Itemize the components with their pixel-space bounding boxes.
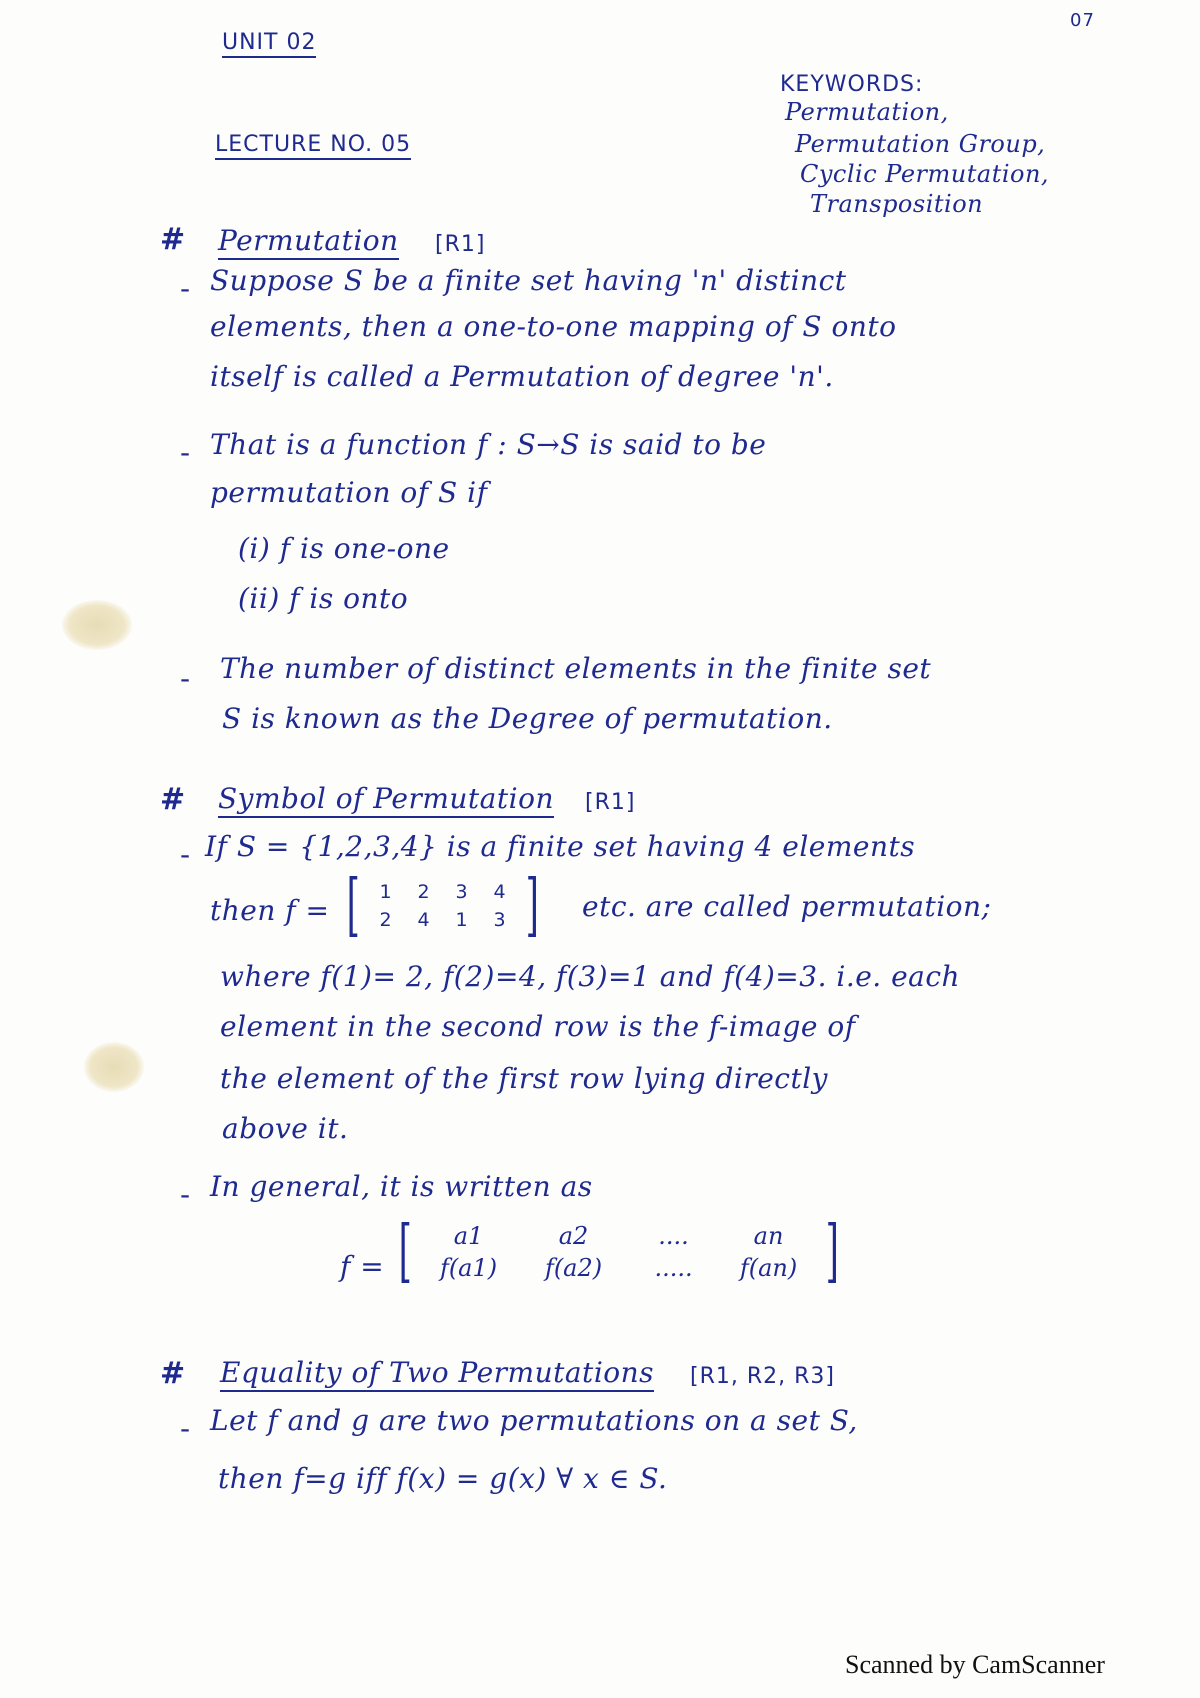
matrix-top-row [367, 881, 519, 903]
text-line: itself is called a Permutation of degree 'n'. [210, 360, 834, 393]
keyword-2: Permutation Group, [795, 130, 1046, 158]
matrix-cell: 4 [493, 881, 506, 903]
matrix-cell: 2 [417, 881, 430, 903]
dash-bullet: - [180, 272, 191, 305]
left-bracket: [ [398, 1212, 412, 1291]
matrix-top-row [419, 1222, 819, 1250]
text-then-f: then f = [210, 894, 330, 927]
right-bracket: ] [525, 866, 539, 945]
page-number: 07 [1070, 10, 1095, 31]
matrix-bottom-row [419, 1254, 819, 1282]
text-line: etc. are called permutation; [582, 890, 992, 923]
keywords-label: KEYWORDS: [780, 72, 924, 97]
paper-stain-top [62, 600, 132, 650]
dash-bullet: - [180, 1178, 191, 1211]
condition-onto: (ii) f is onto [238, 582, 409, 615]
section-title-symbol: Symbol of Permutation [218, 782, 554, 818]
text-f-equals: f = [340, 1250, 385, 1283]
text-line: Suppose S be a finite set having 'n' distinct [210, 264, 847, 297]
matrix-cell: a1 [453, 1222, 484, 1250]
matrix-cell: 1 [379, 881, 392, 903]
matrix-cell: 2 [379, 909, 392, 931]
general-permutation-matrix [392, 1212, 845, 1291]
left-bracket: [ [346, 866, 360, 945]
matrix-cell: ..... [654, 1254, 693, 1282]
unit-label: UNIT 02 [222, 30, 316, 58]
dash-bullet: - [180, 662, 191, 695]
matrix-cell: an [753, 1222, 784, 1250]
matrix-cell: f(a1) [439, 1254, 498, 1282]
text-line: then f=g iff f(x) = g(x) ∀ x ∈ S. [218, 1462, 668, 1495]
text-line: element in the second row is the f-image of [220, 1010, 856, 1043]
text-line: The number of distinct elements in the finite set [220, 652, 932, 685]
matrix-cell: 3 [455, 881, 468, 903]
text-line: S is known as the Degree of permutation. [222, 702, 833, 735]
matrix-cell: .... [658, 1222, 689, 1250]
scanner-watermark: Scanned by CamScanner [845, 1650, 1105, 1679]
paper-stain-bottom [84, 1042, 144, 1092]
condition-one-one: (i) f is one-one [238, 532, 450, 565]
section-hash: # [160, 782, 186, 817]
dash-bullet: - [180, 1412, 191, 1445]
matrix-cell: a2 [558, 1222, 589, 1250]
matrix-bottom-row [367, 909, 519, 931]
matrix-cell: f(a2) [544, 1254, 603, 1282]
section-hash: # [160, 1356, 186, 1391]
text-line: In general, it is written as [210, 1170, 593, 1203]
dash-bullet: - [180, 838, 191, 871]
text-line: elements, then a one-to-one mapping of S onto [210, 310, 897, 343]
right-bracket: ] [825, 1212, 839, 1291]
section-title-equality: Equality of Two Permutations [220, 1356, 654, 1392]
section-ref: [R1, R2, R3] [690, 1364, 835, 1389]
section-ref: [R1] [585, 790, 636, 815]
text-line: permutation of S if [210, 476, 488, 509]
section-hash: # [160, 222, 186, 257]
text-line: the element of the first row lying directly [220, 1062, 828, 1095]
section-title-permutation: Permutation [218, 224, 399, 260]
text-line: Let f and g are two permutations on a set S, [210, 1404, 858, 1437]
text-line: That is a function f : S→S is said to be [210, 428, 767, 461]
matrix-cell: 4 [417, 909, 430, 931]
dash-bullet: - [180, 436, 191, 469]
keyword-4: Transposition [810, 190, 984, 218]
keyword-3: Cyclic Permutation, [800, 160, 1050, 188]
text-line: above it. [222, 1112, 349, 1145]
lecture-label: LECTURE NO. 05 [215, 132, 411, 160]
matrix-rows [367, 881, 519, 931]
text-line: where f(1)= 2, f(2)=4, f(3)=1 and f(4)=3. i.e. each [220, 960, 961, 993]
matrix-rows [419, 1222, 819, 1282]
keyword-1: Permutation, [785, 98, 949, 126]
matrix-cell: 3 [493, 909, 506, 931]
text-line: If S = {1,2,3,4} is a finite set having 4 elements [205, 830, 916, 863]
section-ref: [R1] [435, 232, 486, 257]
permutation-matrix [340, 866, 545, 945]
matrix-cell: f(an) [739, 1254, 798, 1282]
matrix-cell: 1 [455, 909, 468, 931]
